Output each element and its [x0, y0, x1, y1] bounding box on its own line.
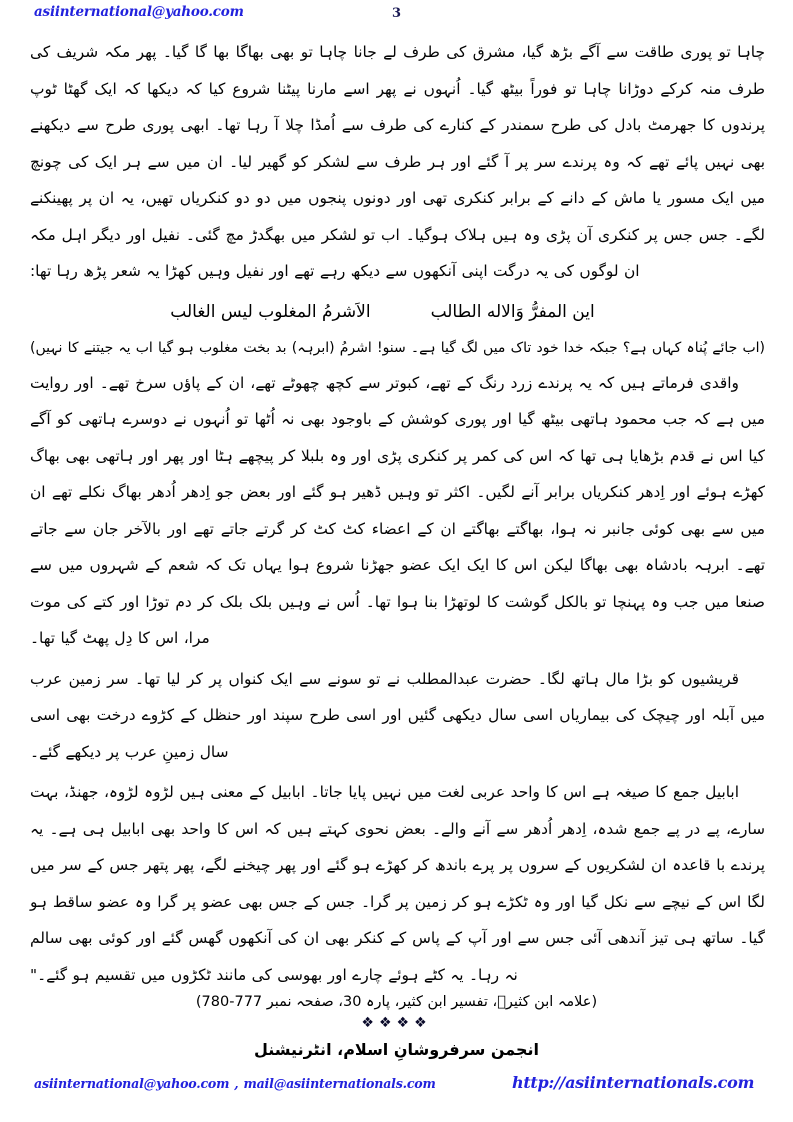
arabic-couplet-block [30, 297, 765, 363]
paragraph-2: واقدی فرماتے ہیں کہ یہ پرندے زرد رنگ کے تھے، کبوتر سے کچھ چھوٹے تھے، ان کے پاؤں سرخ تھے۔ اور روایت میں ہے کہ جب محمود ہاتھی بیٹھ گیا اور پوری کوشش کے باوجود بھی نہ اُٹھا تو اُنہوں نے دوسرے ہاتھی کو آگے کیا اس نے قدم بڑھایا ہی تھا کہ اس کی کمر پر کنکری پڑی اور وہ بلبلا کر پیچھے ہٹا اور پھر اور ہاتھی بھی بھاگ کھڑے ہوئے اور اِدھر کنکریاں برابر آنے لگیں۔ اکثر تو وہیں ڈھیر ہو گئے اور بعض جو اِدھر اُدھر بھاگ نکلے تھے ان میں سے بھی کوئی جانبر نہ ہوا، بھاگتے بھاگتے ان کے اعضاء کٹ کٹ کر گرتے جاتے تھے اور بالآخر جان سے جاتے تھے۔ ابرہہ بادشاہ بھی بھاگا لیکن اس کا ایک ایک عضو جھڑنا شروع ہوا یہاں تک کہ شعم کے شہروں میں سے صنعا میں جب وہ پہنچا تو بالکل گوشت کا لوتھڑا بنا ہوا تھا۔ اُس نے وہیں بلک بلک کر دم توڑا اور کتے کی موت مرا، اس کا دِل پھٹ گیا تھا۔ [30, 373, 765, 647]
couplet-translation: (اب جائے پُناہ کہاں ہے؟ جبکہ خدا خود تاک میں لگ گیا ہے۔ سنو! اشرمُ (ابرہہ) بد بخت مغلوب ہو گیا اب یہ جیتنے کا نہیں) [30, 339, 765, 356]
diamond-ornament-icon: ❖ [378, 1015, 397, 1031]
page-footer [0, 1073, 793, 1102]
couplet-hemistich-left: الاَشرمُ المغلوب ليس الغالب [170, 301, 371, 322]
footer-email-separator: , [234, 1076, 239, 1091]
article-body [30, 34, 765, 997]
footer-email-secondary[interactable]: mail@asiinternationals.com [243, 1076, 436, 1091]
paragraph-4: ابابیل جمع کا صیغہ ہے اس کا واحد عربی لغت میں نہیں پایا جاتا۔ ابابیل کے معنی ہیں لڑوہ لڑوہ، جھنڈ، بہت سارے، پے در پے جمع شدہ، اِدھر اُدھر سے آنے والے۔ بعض نحوی کہتے ہیں کہ اس کا واحد بھی ابابیل ہی ہے۔ یہ پرندے با قاعدہ ان لشکریوں کے سروں پر پرے باندھ کر کھڑے ہو گئے اور پھر چیخنے لگے، پھر پتھر جس کے سر میں لگا اس کے نیچے سے نکل گیا اور وہ ٹکڑے ہو کر زمین پر گرا۔ جس کے جس بھی عضو پر گرا وہ عضو ساقط ہو گیا۔ ساتھ ہی تیز آندھی آئی جس سے اور آپ کے پاس کے کنکر بھی ان کی آنکھوں گھس گئے اور کوئی بھی سالم نہ رہا۔ یہ کٹے ہوئے چارے اور بھوسی کی مانند ٹکڑوں میں تقسیم ہو گئے۔" [30, 783, 765, 984]
paragraph-1: چاہا تو پوری طاقت سے آگے بڑھ گیا، مشرق کی طرف لے جانا چاہا تو بھی بھاگا بھا گا گیا۔ پھر مکہ شریف کی طرف منہ کرکے دوڑانا چاہا تو فوراً بیٹھ گیا۔ اُنہوں نے پھر اسے مارنا پیٹنا شروع کیا کہ دیکھا کہ ایک گھٹا ٹوپ پرندوں کا جھرمٹ بادل کی طرح سمندر کے کنارے کی طرف سے اُمڈا چلا آ رہا تھا۔ ابھی پوری طرح سے دیکھنے بھی نہیں پائے تھے کہ وہ پرندے سر پر آ گئے اور ہر طرف سے لشکر کو گھیر لیا۔ ان میں سے ہر ایک کی چونچ میں ایک مسور یا ماش کے دانے کے برابر کنکری تھی اور دونوں پنجوں میں دو دو کنکریاں تھیں، یہ ان پر پھینکنے لگے۔ جس جس پر کنکری آن پڑی وہ ہیں ہلاک ہوگیا۔ اب تو لشکر میں بھگدڑ مچ گئی۔ نفیل اور دیگر اہل مکہ ان لوگوں کی یہ درگت اپنی آنکھوں سے دیکھ رہے تھے اور نفیل وہیں کھڑا یہ شعر پڑھ رہا تھا: [30, 43, 765, 280]
page-header [0, 0, 793, 30]
couplet-line [30, 297, 765, 327]
organization-name: انجمن سرفروشانِ اسلام، انٹرنیشنل [253, 1040, 540, 1059]
footer-website-link[interactable]: http://asiinternationals.com [512, 1073, 755, 1092]
footer-email-group [34, 1076, 436, 1091]
diamond-ornament-icon: ❖ [414, 1015, 432, 1031]
source-citation: (علامہ ابن کثیرؒ، تفسیر ابن کثیر، پارہ 30، صفحہ نمبر 777-780) [195, 994, 598, 1010]
page-number: 3 [391, 6, 402, 21]
footer-email-primary[interactable]: asiinternational@yahoo.com [34, 1076, 230, 1091]
paragraph-3: قریشیوں کو بڑا مال ہاتھ لگا۔ حضرت عبدالمطلب نے تو سونے سے ایک کنواں پر کر لیا تھا۔ سر زمین عرب میں آبلہ اور چیچک کی بیماریاں اسی سال دیکھی گئیں اور اسی طرح سپند اور حنظل کے کڑوے درخت بھی اسی سال زمینِ عرب پر دیکھے گئے۔ [30, 669, 765, 761]
couplet-hemistich-right: اين المفرُّ وَالاله الطالب [430, 301, 595, 322]
header-email-link[interactable]: asiinternational@yahoo.com [34, 4, 244, 20]
diamond-ornament-icon: ❖ [361, 1015, 379, 1031]
diamond-ornament-icon: ❖ [396, 1015, 415, 1031]
ornament-divider [0, 1013, 793, 1033]
